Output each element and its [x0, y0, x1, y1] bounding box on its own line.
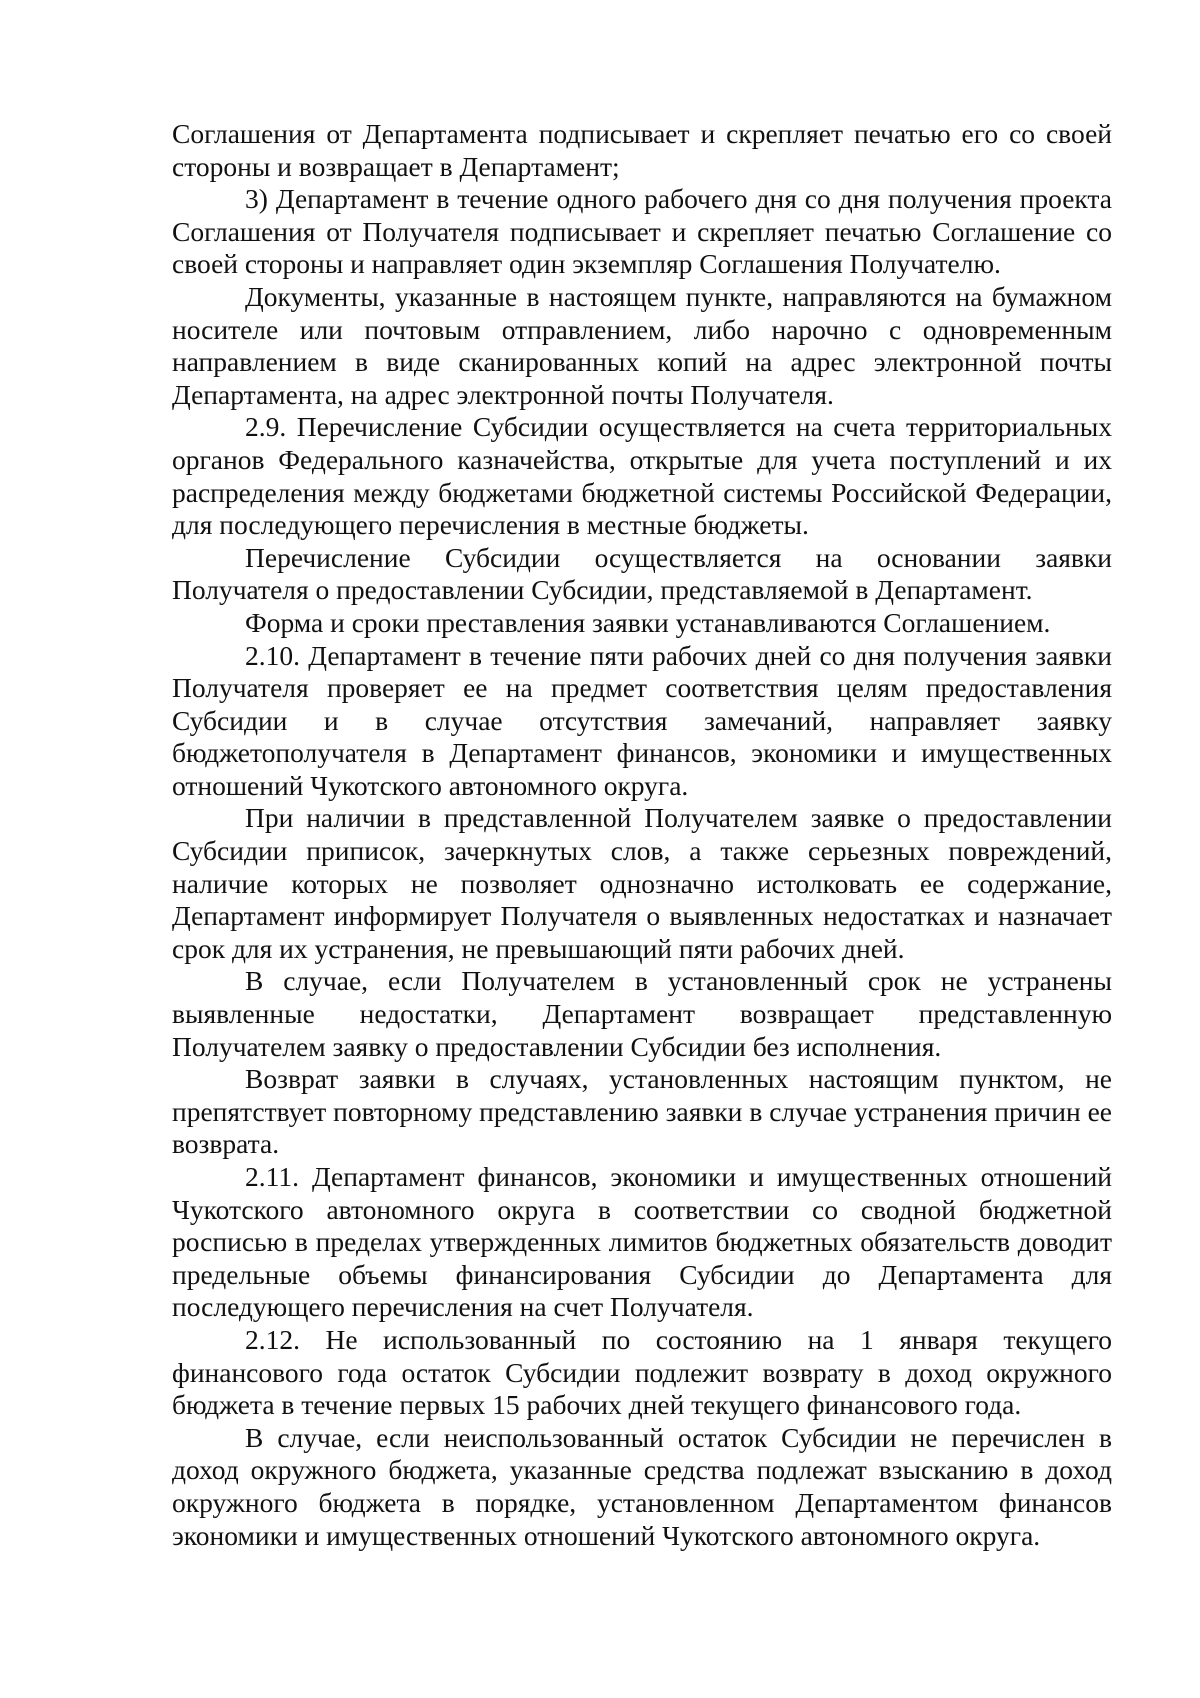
paragraph-application-form: Форма и сроки преставления заявки устанавливаются Соглашением. — [245, 606, 1051, 638]
paragraph-2-9: 2.9. Перечисление Субсидии осуществляется на счета территориальных органов Федерального казначейства, открытые для учета поступлений и их распределения между бюджетами бюджетной системы Российской Федерации, для последующего перечисления в местные бюджеты. — [172, 411, 1112, 541]
paragraph-2-10: 2.10. Департамент в течение пяти рабочих дней со дня получения заявки Получателя проверяет ее на предмет соответствия целям предоставления Субсидии и в случае отсутствия замечаний, направляет заявку бюджетополучателя в Департамент финансов, экономики и имущественных отношений Чукотского автономного округа. — [172, 639, 1112, 801]
paragraph-defects: При наличии в представленной Получателем заявке о предоставлении Субсидии приписок, зачеркнутых слов, а также серьезных повреждений, наличие которых не позволяет однозначно истолковать ее содержание, Департамент информирует Получателя о выявленных недостатках и назначает срок для их устранения, не превышающий пяти рабочих дней. — [172, 802, 1112, 964]
paragraph-documents: Документы, указанные в настоящем пункте, направляются на бумажном носителе или почтовым отправлением, либо нарочно с одновременным направлением в виде сканированных копий на адрес электронной почты Департамента, на адрес электронной почты Получателя. — [172, 280, 1112, 410]
paragraph-resubmission: Возврат заявки в случаях, установленных настоящим пунктом, не препятствует повторному представлению заявки в случае устранения причин ее возврата. — [172, 1063, 1112, 1160]
paragraph-item-3: 3) Департамент в течение одного рабочего дня со дня получения проекта Соглашения от Получателя подписывает и скрепляет печатью Соглашение со своей стороны и направляет один экземпляр Соглашения Получателю. — [172, 183, 1112, 280]
paragraph-continuation: Соглашения от Департамента подписывает и скрепляет печатью его со своей стороны и возвращает в Департамент; — [172, 118, 1112, 182]
paragraph-2-12: 2.12. Не использованный по состоянию на 1 января текущего финансового года остаток Субсидии подлежит возврату в доход окружного бюджета в течение первых 15 рабочих дней текущего финансового года. — [172, 1323, 1112, 1421]
paragraph-recovery: В случае, если неиспользованный остаток Субсидии не перечислен в доход окружного бюджета, указанные средства подлежат взысканию в доход окружного бюджета в порядке, установленном Департаментом финансов экономики и имущественных отношений Чукотского автономного округа. — [172, 1421, 1112, 1551]
document-body — [172, 118, 1112, 1552]
paragraph-2-11: 2.11. Департамент финансов, экономики и имущественных отношений Чукотского автономного округа в соответствии со сводной бюджетной росписью в пределах утвержденных лимитов бюджетных обязательств доводит предельные объемы финансирования Субсидии до Департамента для последующего перечисления на счет Получателя. — [172, 1161, 1112, 1323]
paragraph-return: В случае, если Получателем в установленный срок не устранены выявленные недостатки, Департамент возвращает представленную Получателем заявку о предоставлении Субсидии без исполнения. — [172, 965, 1112, 1062]
paragraph-transfer-basis: Перечисление Субсидии осуществляется на основании заявки Получателя о предоставлении Субсидии, представляемой в Департамент. — [172, 541, 1112, 606]
